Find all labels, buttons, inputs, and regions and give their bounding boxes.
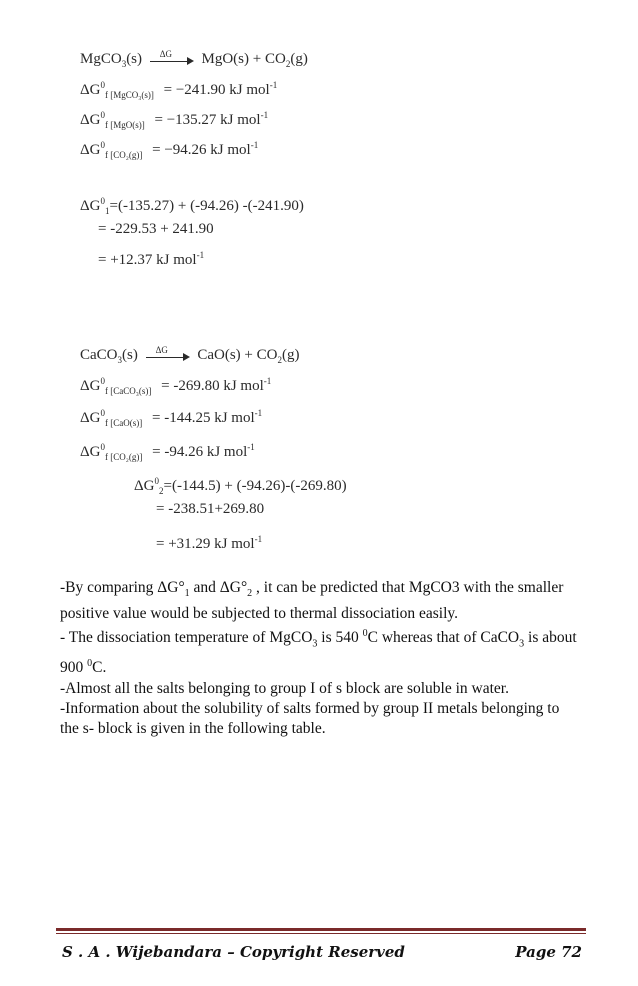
gibbs-value: = −241.90 kJ mol (163, 82, 270, 98)
calc-line (156, 500, 264, 518)
unit-sup: -1 (250, 140, 259, 150)
footer-rule-thick (56, 928, 586, 931)
calc-line (156, 530, 262, 553)
calc-sub: 2 (158, 486, 164, 496)
reaction-arrow-icon (150, 48, 194, 67)
body-text (60, 578, 580, 739)
product-2: CO (256, 347, 278, 363)
gibbs-line (80, 438, 255, 466)
arrow-label: ΔG (159, 48, 173, 59)
text-sup: 0 (362, 628, 368, 640)
gibbs-symbol: ΔG (80, 444, 101, 460)
gibbs-sup: 0 (100, 442, 105, 452)
gibbs-sub: f [CO₂(g)] (104, 452, 143, 462)
gibbs-line (80, 404, 262, 432)
text-sub: 3 (519, 638, 525, 650)
text-run: -By comparing ΔG° (60, 579, 185, 596)
calc-value: =(-144.5) + (-94.26)-(-269.80) (163, 478, 347, 494)
gibbs-sub: f [CaCO₃(s)] (104, 386, 152, 396)
product-2-sub: 2 (277, 355, 282, 365)
caco3-reaction (80, 346, 299, 369)
paragraph-group-two: -Information about the solubility of salts formed by group II metals belonging to the s- block is given in the following table. (60, 699, 560, 737)
calc-symbol: ΔG (80, 198, 101, 214)
product-2-state: (g) (290, 51, 308, 67)
unit-sup: -1 (254, 534, 263, 544)
unit-sup: -1 (254, 408, 263, 418)
unit-sup: -1 (247, 442, 255, 452)
gibbs-line (80, 76, 277, 104)
product-1: MgO(s) (201, 51, 250, 67)
paragraph-dissociation (60, 624, 580, 678)
gibbs-sub: f [MgO(s)] (104, 120, 145, 130)
gibbs-symbol: ΔG (80, 410, 101, 426)
reactant-sub: 3 (117, 355, 122, 365)
text-run: , it can be predicted that MgCO3 with the smaller positive value would be subjected to thermal dissociation easily. (60, 579, 564, 623)
gibbs-value: = −94.26 kJ mol (152, 142, 251, 158)
gibbs-sub: f [MgCO₃(s)] (104, 90, 154, 100)
text-run: C whereas that of CaCO (367, 629, 520, 647)
calc-line (134, 472, 347, 500)
text-sup: 0 (87, 658, 93, 670)
gibbs-line (80, 106, 268, 134)
text-sub: 2 (247, 588, 253, 600)
text-run: is 540 (317, 629, 363, 647)
arrow-label: ΔG (155, 344, 168, 355)
calc-value: = -229.53 + 241.90 (98, 221, 214, 237)
text-run: and ΔG° (189, 579, 248, 596)
footer-author: S . A . Wijebandara – Copyright Reserved (62, 943, 405, 961)
unit-sup: -1 (260, 110, 269, 120)
calc-line (80, 192, 304, 220)
mgco3-reaction (80, 50, 308, 73)
gibbs-sup: 0 (100, 110, 105, 120)
unit-sup: -1 (196, 250, 205, 260)
product-2-state: (g) (281, 347, 300, 363)
gibbs-sup: 0 (100, 80, 105, 90)
calc-value: = +12.37 kJ mol (98, 252, 197, 268)
text-run: is about 900 (60, 629, 577, 677)
gibbs-symbol: ΔG (80, 112, 101, 128)
gibbs-sup: 0 (100, 140, 105, 150)
gibbs-sub: f [CaO(s)] (104, 418, 143, 428)
product-2: CO (264, 51, 286, 67)
product-2-sub: 2 (285, 59, 291, 69)
page-number: Page 72 (515, 943, 582, 961)
gibbs-line (80, 136, 258, 164)
calc-value: = +31.29 kJ mol (156, 536, 255, 552)
gibbs-symbol: ΔG (80, 378, 101, 394)
text-sub: 3 (312, 638, 318, 650)
text-sub: 1 (184, 588, 190, 600)
plus-sign: + (252, 51, 262, 67)
gibbs-symbol: ΔG (80, 82, 101, 98)
gibbs-value: = −135.27 kJ mol (154, 112, 261, 128)
gibbs-value: = -94.26 kJ mol (152, 444, 248, 460)
gibbs-sup: 0 (100, 376, 105, 386)
reactant: MgCO (80, 51, 122, 67)
reaction-arrow-icon (146, 344, 190, 363)
text-run: C. (92, 659, 107, 677)
footer-rule-thin (56, 933, 586, 934)
calc-line (98, 246, 204, 269)
text-run: - The dissociation temperature of MgCO (60, 629, 313, 647)
calc-line (98, 220, 214, 238)
calc-sup: 0 (154, 476, 159, 486)
paragraph-group-one: -Almost all the salts belonging to group I of s block are soluble in water. (60, 679, 509, 697)
calc-value: = -238.51+269.80 (156, 501, 265, 517)
reactant-state: (s) (122, 347, 138, 363)
gibbs-sub: f [CO₂(g)] (104, 150, 143, 160)
calc-value: =(-135.27) + (-94.26) -(-241.90) (109, 198, 304, 214)
gibbs-symbol: ΔG (80, 142, 101, 158)
product-1: CaO(s) (197, 347, 241, 363)
reactant-sub: 3 (121, 59, 127, 69)
gibbs-line (80, 372, 271, 400)
calc-sup: 0 (100, 196, 105, 206)
reactant: CaCO (80, 347, 118, 363)
calc-sub: 1 (104, 206, 110, 216)
gibbs-value: = -269.80 kJ mol (161, 378, 264, 394)
paragraph-comparison (60, 578, 580, 624)
gibbs-sup: 0 (100, 408, 105, 418)
unit-sup: -1 (263, 376, 272, 386)
calc-symbol: ΔG (134, 478, 155, 494)
gibbs-value: = -144.25 kJ mol (151, 410, 255, 426)
unit-sup: -1 (269, 80, 278, 90)
reactant-state: (s) (126, 51, 143, 67)
plus-sign: + (244, 347, 253, 363)
